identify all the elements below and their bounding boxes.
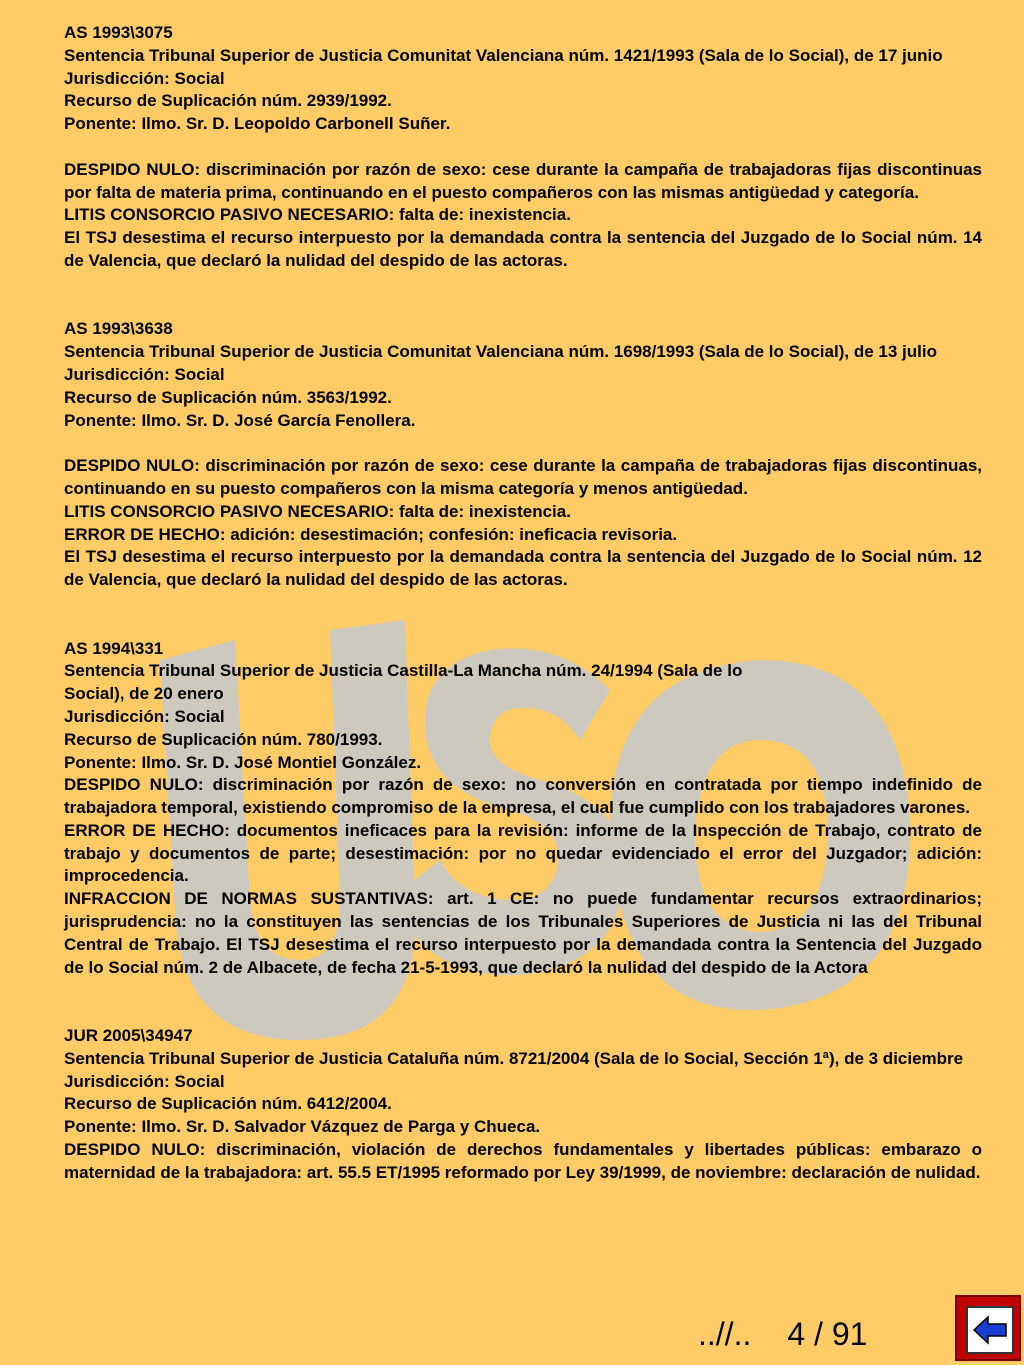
case-summary-paragraph: ERROR DE HECHO: documentos ineficaces para la revisión: informe de la Inspección de Trabajo, contrato de trabajo y documentos de parte; desestimación: por no quedar evidenciado el error del Juzgador; adición: improcedencia. [64, 820, 982, 886]
case-sentencia-line2: Social), de 20 enero [64, 684, 224, 704]
case-jurisdiccion: Jurisdicción: Social [64, 68, 225, 88]
case-entry-3 [64, 638, 982, 980]
case-entry-4 [64, 1025, 982, 1185]
back-button[interactable] [955, 1295, 1021, 1361]
case-entry-1 [64, 22, 982, 273]
case-entry-2 [64, 318, 982, 592]
page-navigation [698, 1314, 867, 1354]
case-summary-paragraph: DESPIDO NULO: discriminación por razón de sexo: cese durante la campaña de trabajadoras fijas discontinuas, continuando en su puesto compañeros con la misma categoría y menos antigüedad. [64, 456, 982, 498]
case-reference: AS 1993\3638 [64, 319, 173, 339]
case-ponente: Ponente: Ilmo. Sr. D. José García Fenollera. [64, 410, 416, 430]
case-summary-paragraph: ERROR DE HECHO: adición: desestimación; confesión: ineficacia revisoria. [64, 524, 678, 544]
back-button-face [966, 1306, 1014, 1354]
case-sentencia: Sentencia Tribunal Superior de Justicia Comunitat Valenciana núm. 1698/1993 (Sala de lo Social), de 13 julio [64, 342, 937, 362]
case-summary-paragraph: LITIS CONSORCIO PASIVO NECESARIO: falta de: inexistencia. [64, 501, 571, 521]
document-body [64, 22, 982, 1185]
page-counter: 4 / 91 [787, 1316, 868, 1352]
case-summary-paragraph: El TSJ desestima el recurso interpuesto por la demandada contra la sentencia del Juzgado de lo Social núm. 14 de Valencia, que declaró la nulidad del despido de las actoras. [64, 228, 982, 270]
case-reference: AS 1993\3075 [64, 23, 173, 42]
case-reference: JUR 2005\34947 [64, 1026, 193, 1046]
case-recurso: Recurso de Suplicación núm. 2939/1992. [64, 91, 392, 111]
case-summary-paragraph: LITIS CONSORCIO PASIVO NECESARIO: falta de: inexistencia. [64, 205, 571, 225]
nav-link[interactable]: ..//.. [698, 1316, 752, 1352]
case-jurisdiccion: Jurisdicción: Social [64, 1071, 225, 1091]
case-summary-paragraph: El TSJ desestima el recurso interpuesto por la demandada contra la sentencia del Juzgado de lo Social núm. 12 de Valencia, que declaró la nulidad del despido de las actoras. [64, 547, 982, 590]
case-recurso: Recurso de Suplicación núm. 6412/2004. [64, 1094, 392, 1114]
case-summary-paragraph: DESPIDO NULO: discriminación por razón de sexo: no conversión en contratada por tiempo indefinido de trabajadora temporal, existiendo compromiso de la empresa, el cual fue cumplido con los trabajadores varones. [64, 775, 982, 818]
case-recurso: Recurso de Suplicación núm. 780/1993. [64, 729, 383, 749]
case-reference: AS 1994\331 [64, 638, 164, 658]
case-ponente: Ponente: Ilmo. Sr. D. Salvador Vázquez de Parga y Chueca. [64, 1117, 541, 1137]
case-summary-paragraph: DESPIDO NULO: discriminación, violación de derechos fundamentales y libertades públicas: embarazo o maternidad de la trabajadora: art. 55.5 ET/1995 reformado por Ley 39/1999, de noviembre: declaración de nulidad. [64, 1140, 982, 1182]
case-recurso: Recurso de Suplicación núm. 3563/1992. [64, 387, 392, 407]
case-sentencia: Sentencia Tribunal Superior de Justicia Comunitat Valenciana núm. 1421/1993 (Sala de lo Social), de 17 junio [64, 45, 943, 65]
case-ponente: Ponente: Ilmo. Sr. D. José Montiel González. [64, 752, 422, 772]
case-jurisdiccion: Jurisdicción: Social [64, 364, 225, 384]
case-summary-paragraph: INFRACCION DE NORMAS SUSTANTIVAS: art. 1 CE: no puede fundamentar recursos extraordinarios; jurisprudencia: no la constituyen las sentencias de los Tribunales Superiores de Justicia ni las del Tribunal Central de Trabajo. El TSJ desestima el recurso interpuesto por la demandada contra la Sentencia del Juzgado de lo Social núm. 2 de Albacete, de fecha 21-5-1993, que declaró la nulidad del despido de la Actora [64, 889, 982, 977]
left-arrow-icon [968, 1308, 1012, 1352]
case-sentencia-line1: Sentencia Tribunal Superior de Justicia Castilla-La Mancha núm. 24/1994 (Sala de lo [64, 661, 743, 681]
case-ponente: Ponente: Ilmo. Sr. D. Leopoldo Carbonell Suñer. [64, 114, 451, 134]
case-summary-paragraph: DESPIDO NULO: discriminación por razón de sexo: cese durante la campaña de trabajadoras fijas discontinuas por falta de materia prima, continuando en el puesto compañeros con las mismas antigüedad y categoría. [64, 159, 982, 202]
case-jurisdiccion: Jurisdicción: Social [64, 706, 225, 726]
case-sentencia: Sentencia Tribunal Superior de Justicia Cataluña núm. 8721/2004 (Sala de lo Social, Sección 1ª), de 3 diciembre [64, 1048, 964, 1068]
